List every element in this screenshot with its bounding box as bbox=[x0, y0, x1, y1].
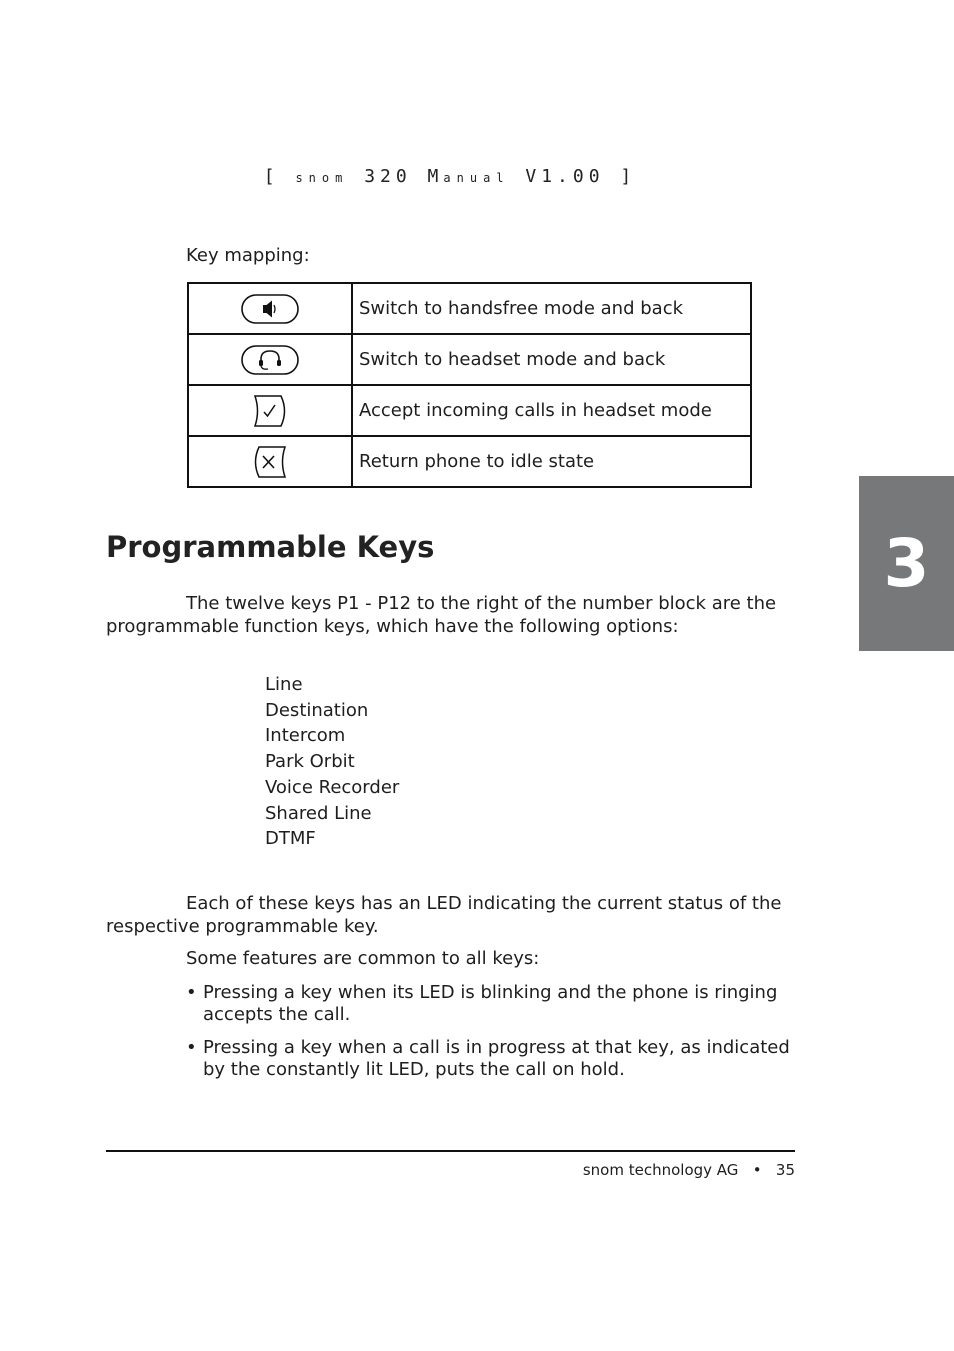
intro-paragraph-text: The twelve keys P1 - P12 to the right of the number block are the programmable function keys, which have the following options: bbox=[106, 593, 777, 637]
footer-company: snom technology AG bbox=[582, 1161, 739, 1179]
headset-key-icon bbox=[241, 345, 299, 375]
footer-rule bbox=[106, 1150, 795, 1152]
key-icon-cell bbox=[188, 283, 352, 334]
list-item: Destination bbox=[265, 699, 369, 721]
led-paragraph bbox=[106, 892, 796, 938]
header-open-bracket: [ bbox=[263, 166, 280, 187]
page-number: 35 bbox=[775, 1161, 795, 1179]
list-item: Intercom bbox=[265, 725, 346, 747]
bullet-dot: • bbox=[186, 982, 197, 1003]
footer-separator: • bbox=[752, 1161, 762, 1179]
chapter-tab: 3 bbox=[859, 476, 954, 651]
key-description: Switch to handsfree mode and back bbox=[352, 283, 751, 334]
key-mapping-table bbox=[187, 282, 752, 488]
list-item: Line bbox=[265, 674, 303, 695]
running-header bbox=[0, 166, 900, 187]
page-footer bbox=[583, 1161, 795, 1179]
key-mapping-intro: Key mapping: bbox=[186, 245, 310, 266]
table-row bbox=[188, 436, 751, 487]
bullet-dot: • bbox=[186, 1037, 197, 1058]
table-row bbox=[188, 283, 751, 334]
speaker-key-icon bbox=[241, 294, 299, 324]
list-item: Park Orbit bbox=[265, 751, 355, 773]
header-close-bracket: ] bbox=[620, 166, 637, 187]
header-manual bbox=[428, 166, 510, 187]
bullet-text: Pressing a key when its LED is blinking and the phone is ringing accepts the call. bbox=[203, 982, 778, 1025]
header-version: V1.00 bbox=[525, 166, 605, 187]
check-key-icon bbox=[250, 394, 290, 428]
key-description: Switch to headset mode and back bbox=[352, 334, 751, 385]
common-features-intro: Some features are common to all keys: bbox=[186, 948, 540, 969]
header-model: 320 bbox=[364, 166, 412, 187]
section-title: Programmable Keys bbox=[106, 530, 435, 564]
key-description: Return phone to idle state bbox=[352, 436, 751, 487]
key-icon-cell bbox=[188, 436, 352, 487]
list-item: Shared Line bbox=[265, 802, 372, 824]
header-manual-initial: M bbox=[427, 166, 444, 187]
cancel-key-icon bbox=[250, 445, 290, 479]
table-row bbox=[188, 334, 751, 385]
key-icon-cell bbox=[188, 385, 352, 436]
options-list bbox=[265, 672, 399, 852]
list-item: Voice Recorder bbox=[265, 776, 400, 798]
list-item: DTMF bbox=[265, 828, 316, 850]
key-icon-cell bbox=[188, 334, 352, 385]
bullet-item bbox=[186, 982, 796, 1026]
key-description: Accept incoming calls in headset mode bbox=[352, 385, 751, 436]
table-row bbox=[188, 385, 751, 436]
led-paragraph-text: Each of these keys has an LED indicating the current status of the respective programmable key. bbox=[106, 893, 782, 937]
intro-paragraph bbox=[106, 592, 796, 638]
bullet-item bbox=[186, 1037, 796, 1081]
bullet-text: Pressing a key when a call is in progress at that key, as indicated by the constantly lit LED, puts the call on hold. bbox=[203, 1037, 790, 1080]
header-brand: snom bbox=[295, 171, 349, 185]
header-manual-rest: anual bbox=[443, 171, 510, 185]
